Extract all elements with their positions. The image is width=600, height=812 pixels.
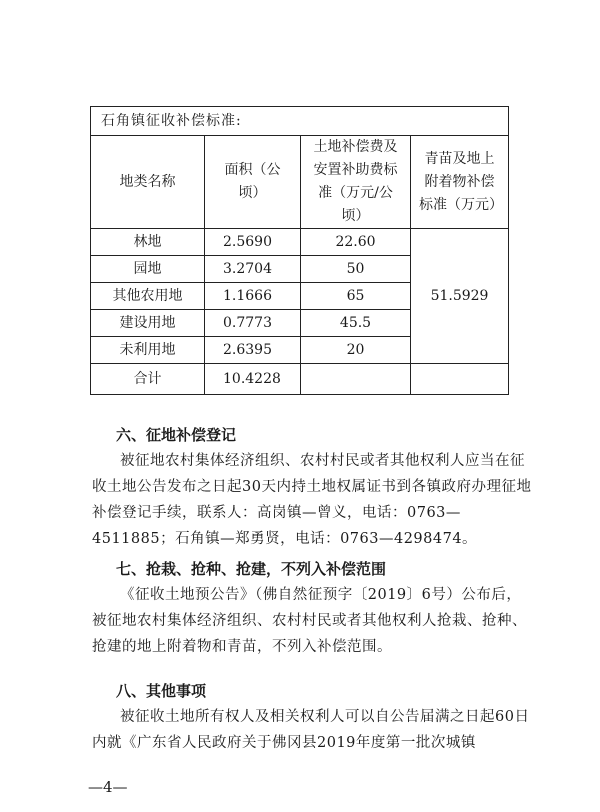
cell-crop-total: 51.5929 [411,229,509,364]
cell-rate: 65 [301,283,411,310]
table-row [91,229,509,256]
section-7-paragraph: 《征收土地预公告》（佛自然征预字〔2019〕6号）公布后，被征地农村集体经济组织、农村村民或者其他权利人抢栽、抢种、抢建的地上附着物和青苗，不列入补偿范围。 [92,587,527,655]
header-land-type: 地类名称 [91,136,205,229]
page-number: —4— [88,778,128,796]
cell-type: 林地 [91,229,205,256]
cell-rate: 22.60 [301,229,411,256]
cell-rate: 20 [301,337,411,364]
section-6-heading: 六、征地补偿登记 [116,426,237,444]
cell-area: 0.7773 [205,310,301,337]
header-area: 面积（公顷） [205,136,301,229]
compensation-table [90,106,509,395]
section-7-heading: 七、抢栽、抢种、抢建，不列入补偿范围 [116,560,387,578]
section-6-paragraph: 被征地农村集体经济组织、农村村民或者其他权利人应当在征收土地公告发布之日起30天内持土地权属证书到各镇政府办理征地补偿登记手续，联系人：高岗镇—曾义，电话：0763—4511885；石角镇—郑勇贤，电话：0763—4298474。 [92,453,532,547]
cell-rate: 50 [301,256,411,283]
cell-area: 2.6395 [205,337,301,364]
cell-type: 其他农用地 [91,283,205,310]
table-total-row [91,364,509,395]
section-8-paragraph: 被征收土地所有权人及相关权利人可以自公告届满之日起60日内就《广东省人民政府关于佛冈县2019年度第一批次城镇 [92,709,530,751]
cell-type: 建设用地 [91,310,205,337]
cell-area: 1.1666 [205,283,301,310]
total-empty-cell [301,364,411,395]
header-crop-comp: 青苗及地上附着物补偿标准（万元） [411,136,509,229]
cell-area: 3.2704 [205,256,301,283]
table-caption: 石角镇征收补偿标准: [91,107,509,136]
cell-area: 2.5690 [205,229,301,256]
total-empty-cell [411,364,509,395]
cell-type: 园地 [91,256,205,283]
header-land-comp: 土地补偿费及安置补助费标准（万元/公顷） [301,136,411,229]
section-8-heading: 八、其他事项 [116,682,207,700]
cell-type: 未利用地 [91,337,205,364]
cell-rate: 45.5 [301,310,411,337]
total-label: 合计 [91,364,205,395]
total-area: 10.4228 [205,364,301,395]
